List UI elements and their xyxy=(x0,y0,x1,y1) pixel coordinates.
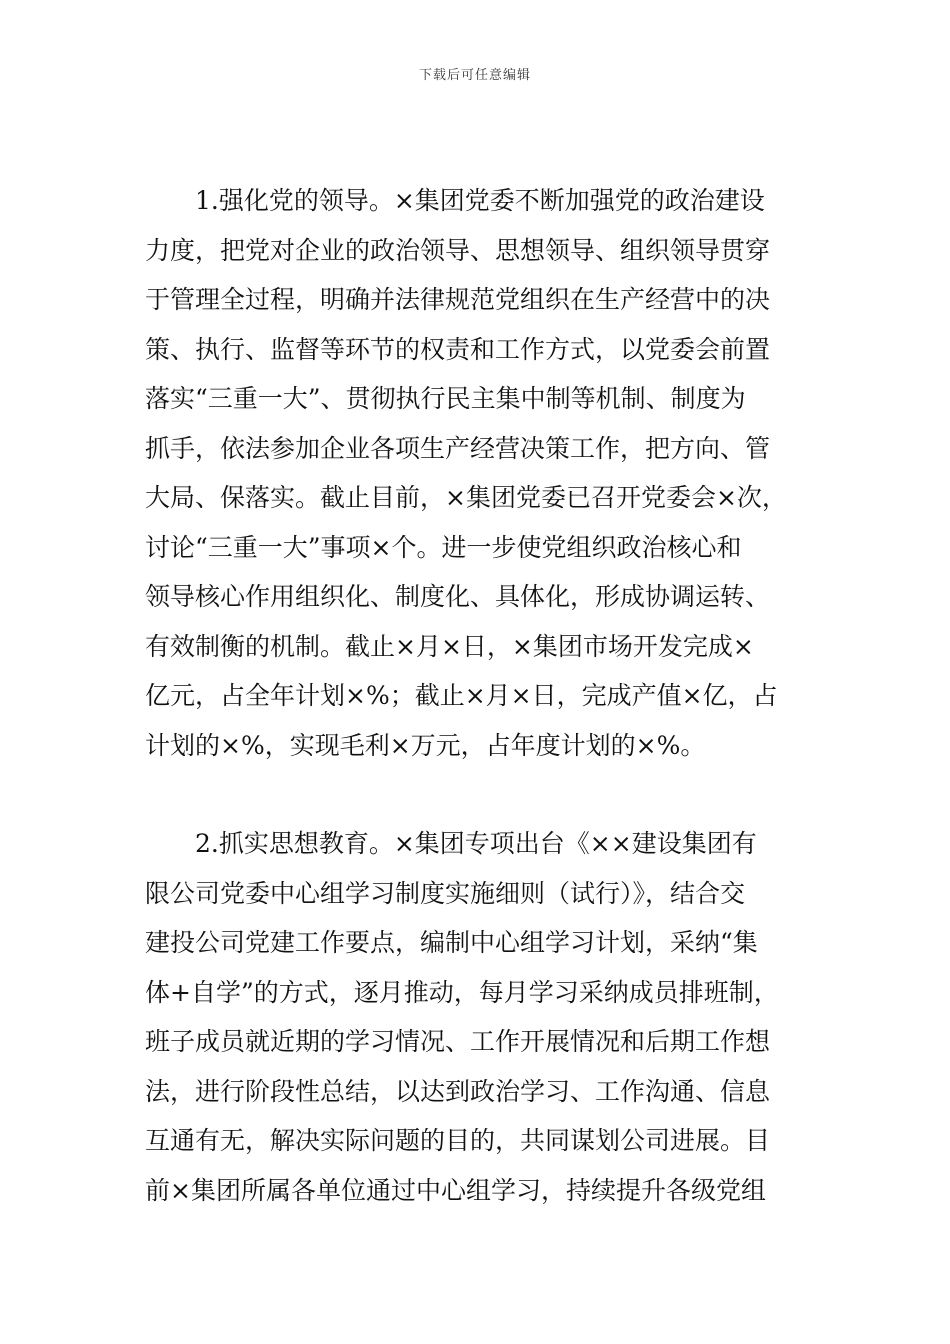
text-line: 计划的×%，实现毛利×万元，占年度计划的×%。 xyxy=(145,730,706,760)
text-line: 体+自学”的方式，逐月推动，每月学习采纳成员排班制， xyxy=(145,977,779,1007)
text-line: 互通有无，解决实际问题的目的，共同谋划公司进展。目 xyxy=(145,1126,771,1155)
text-line: 大局、保落实。截止目前，×集团党委已召开党委会×次， xyxy=(145,483,787,512)
text-line: 讨论“三重一大”事项×个。进一步使党组织政治核心和 xyxy=(145,532,742,562)
text-line: 策、执行、监督等环节的权责和工作方式，以党委会前置 xyxy=(145,334,771,364)
header-note: 下载后可任意编辑 xyxy=(418,68,531,83)
text-line: 限公司党委中心组学习制度实施细则（试行）》，结合交 xyxy=(145,878,746,908)
text-line: 抓手，依法参加企业各项生产经营决策工作，把方向、管 xyxy=(145,433,771,463)
text-line: 于管理全过程，明确并法律规范党组织在生产经营中的决 xyxy=(145,285,771,314)
text-line: 有效制衡的机制。截止×月×日，×集团市场开发完成× xyxy=(145,631,754,661)
document-body xyxy=(145,176,817,1215)
text-line: 落实“三重一大”、贯彻执行民主集中制等机制、制度为 xyxy=(145,384,746,413)
paragraph-1 xyxy=(145,176,817,770)
text-line: 2.抓实思想教育。×集团专项出台《××建设集团有 xyxy=(195,829,757,858)
paragraph-2 xyxy=(145,819,817,1215)
text-line: 建投公司党建工作要点，编制中心组学习计划，采纳“集 xyxy=(145,928,758,957)
text-line: 前×集团所属各单位通过中心组学习，持续提升各级党组 xyxy=(145,1175,766,1205)
text-line: 法，进行阶段性总结，以达到政治学习、工作沟通、信息 xyxy=(145,1076,771,1106)
text-line: 领导核心作用组织化、制度化、具体化，形成协调运转、 xyxy=(145,582,771,611)
text-line: 1.强化党的领导。×集团党委不断加强党的政治建设 xyxy=(195,186,765,215)
text-line: 亿元，占全年计划×%；截止×月×日，完成产值×亿，占 xyxy=(145,681,778,710)
text-line: 班子成员就近期的学习情况、工作开展情况和后期工作想 xyxy=(145,1027,771,1056)
text-line: 力度，把党对企业的政治领导、思想领导、组织领导贯穿 xyxy=(145,235,771,265)
